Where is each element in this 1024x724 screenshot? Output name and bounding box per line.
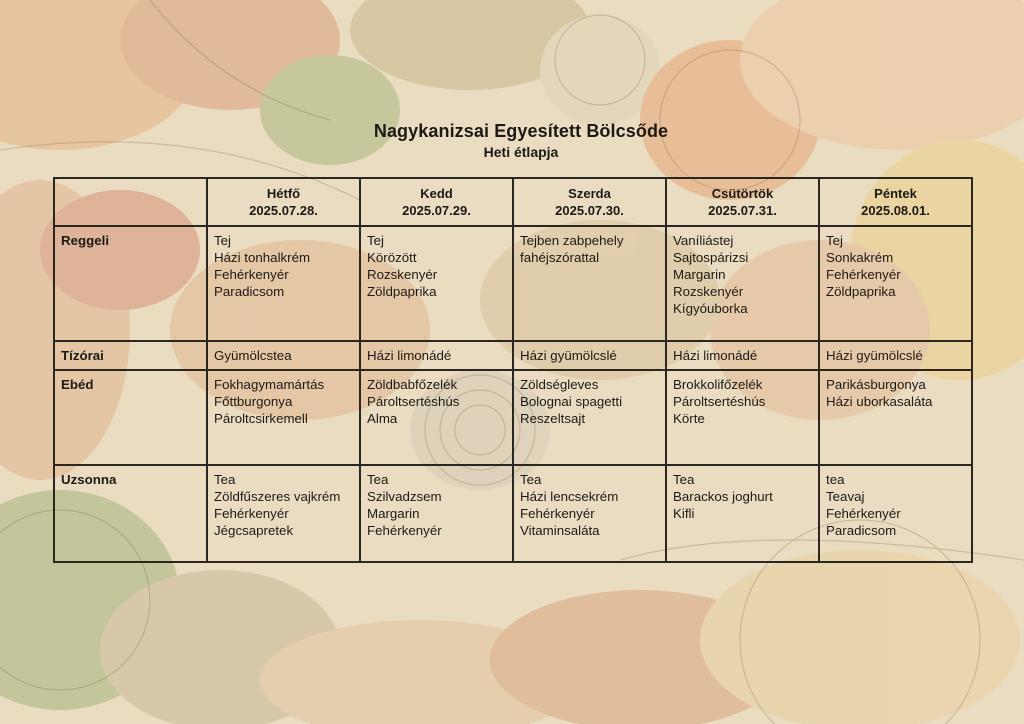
menu-item: Házi tonhalkrém bbox=[214, 250, 311, 265]
meal-row-ebed bbox=[54, 370, 972, 465]
menu-cell bbox=[207, 370, 360, 465]
menu-item: Zöldpaprika bbox=[367, 284, 437, 299]
menu-item: Zöldpaprika bbox=[826, 284, 896, 299]
menu-item: Paradicsom bbox=[214, 284, 285, 299]
menu-item: Vaníliástej bbox=[673, 233, 734, 248]
menu-item: Vitaminsaláta bbox=[520, 523, 600, 538]
menu-item: Házi lencsekrém bbox=[520, 489, 619, 504]
menu-item: Tej bbox=[367, 233, 384, 248]
menu-cell bbox=[819, 226, 972, 341]
menu-item: Rozskenyér bbox=[367, 267, 438, 282]
menu-cell bbox=[513, 465, 666, 562]
day-header bbox=[207, 178, 360, 226]
menu-cell bbox=[513, 226, 666, 341]
menu-item: Tej bbox=[826, 233, 843, 248]
menu-cell bbox=[207, 465, 360, 562]
meal-label: Reggeli bbox=[54, 226, 207, 341]
menu-item: Házi uborkasaláta bbox=[826, 394, 933, 409]
menu-cell bbox=[819, 370, 972, 465]
menu-item: Sonkakrém bbox=[826, 250, 894, 265]
meal-row-reggeli bbox=[54, 226, 972, 341]
day-name: Szerda bbox=[568, 186, 611, 201]
day-name: Kedd bbox=[420, 186, 453, 201]
menu-item: Pároltsertéshús bbox=[367, 394, 460, 409]
menu-cell bbox=[513, 370, 666, 465]
menu-item: Jégcsapretek bbox=[214, 523, 294, 538]
menu-item: Brokkolifőzelék bbox=[673, 377, 763, 392]
day-name: Hétfő bbox=[266, 186, 301, 201]
menu-item: Fokhagymamártás bbox=[214, 377, 325, 392]
menu-cell bbox=[360, 370, 513, 465]
menu-item: Rozskenyér bbox=[673, 284, 744, 299]
menu-item: Fehérkenyér bbox=[214, 267, 289, 282]
menu-item: fahéjszórattal bbox=[520, 250, 600, 265]
menu-cell bbox=[819, 465, 972, 562]
menu-cell bbox=[513, 341, 666, 370]
day-header bbox=[513, 178, 666, 226]
menu-item: Körözött bbox=[367, 250, 417, 265]
page-title: Nagykanizsai Egyesített Bölcsőde bbox=[373, 121, 669, 141]
meal-row-uzsonna bbox=[54, 465, 972, 562]
menu-item: Szilvadzsem bbox=[367, 489, 442, 504]
meal-row-tizorai bbox=[54, 341, 972, 370]
menu-item: Pároltsertéshús bbox=[673, 394, 766, 409]
day-date: 2025.07.29. bbox=[402, 203, 471, 218]
menu-item: Kígyóuborka bbox=[673, 301, 748, 316]
menu-item: tea bbox=[826, 472, 845, 487]
menu-item: Fehérkenyér bbox=[367, 523, 442, 538]
menu-item: Tea bbox=[520, 472, 542, 487]
meal-label: Tízórai bbox=[54, 341, 207, 370]
menu-item: Fehérkenyér bbox=[214, 506, 289, 521]
menu-item: Házi gyümölcslé bbox=[826, 348, 923, 363]
heading bbox=[0, 121, 1024, 160]
menu-cell bbox=[360, 465, 513, 562]
menu-item: Alma bbox=[367, 411, 398, 426]
menu-item: Pároltcsirkemell bbox=[214, 411, 308, 426]
menu-cell bbox=[819, 341, 972, 370]
menu-item: Főttburgonya bbox=[214, 394, 293, 409]
menu-cell bbox=[207, 226, 360, 341]
menu-cell bbox=[360, 226, 513, 341]
menu-item: Paradicsom bbox=[826, 523, 897, 538]
menu-item: Körte bbox=[673, 411, 705, 426]
menu-item: Zöldbabfőzelék bbox=[367, 377, 458, 392]
menu-cell bbox=[666, 465, 819, 562]
menu-cell bbox=[360, 341, 513, 370]
day-date: 2025.07.30. bbox=[555, 203, 624, 218]
menu-item: Tea bbox=[367, 472, 389, 487]
menu-item: Margarin bbox=[673, 267, 726, 282]
menu-cell bbox=[666, 341, 819, 370]
menu-item: Házi limonádé bbox=[673, 348, 758, 363]
menu-item: Teavaj bbox=[826, 489, 865, 504]
menu-item: Parikásburgonya bbox=[826, 377, 926, 392]
menu-item: Reszeltsajt bbox=[520, 411, 586, 426]
menu-item: Sajtospárizsi bbox=[673, 250, 749, 265]
day-date: 2025.07.28. bbox=[249, 203, 318, 218]
meal-label: Uzsonna bbox=[54, 465, 207, 562]
menu-cell bbox=[207, 341, 360, 370]
day-name: Péntek bbox=[874, 186, 917, 201]
day-date: 2025.07.31. bbox=[708, 203, 777, 218]
menu-item: Fehérkenyér bbox=[826, 267, 901, 282]
menu-item: Zöldfűszeres vajkrém bbox=[214, 489, 341, 504]
menu-item: Tejben zabpehely bbox=[520, 233, 624, 248]
day-header bbox=[360, 178, 513, 226]
corner-cell bbox=[54, 178, 207, 226]
menu-cell bbox=[666, 370, 819, 465]
menu-item: Zöldségleves bbox=[520, 377, 599, 392]
menu-item: Fehérkenyér bbox=[520, 506, 595, 521]
menu-item: Házi gyümölcslé bbox=[520, 348, 617, 363]
menu-item: Tea bbox=[673, 472, 695, 487]
weekly-menu-table bbox=[53, 177, 973, 563]
menu-item: Gyümölcstea bbox=[214, 348, 292, 363]
menu-item: Házi limonádé bbox=[367, 348, 452, 363]
menu-item: Tej bbox=[214, 233, 231, 248]
menu-item: Fehérkenyér bbox=[826, 506, 901, 521]
menu-item: Kifli bbox=[673, 506, 695, 521]
day-header bbox=[819, 178, 972, 226]
menu-item: Barackos joghurt bbox=[673, 489, 773, 504]
day-date: 2025.08.01. bbox=[861, 203, 930, 218]
day-name: Csütörtök bbox=[711, 186, 774, 201]
page-subtitle: Heti étlapja bbox=[483, 144, 559, 160]
menu-cell bbox=[666, 226, 819, 341]
menu-item: Bolognai spagetti bbox=[520, 394, 623, 409]
meal-label: Ebéd bbox=[54, 370, 207, 465]
day-header bbox=[666, 178, 819, 226]
table-header-row bbox=[54, 178, 972, 226]
menu-item: Margarin bbox=[367, 506, 420, 521]
menu-item: Tea bbox=[214, 472, 236, 487]
